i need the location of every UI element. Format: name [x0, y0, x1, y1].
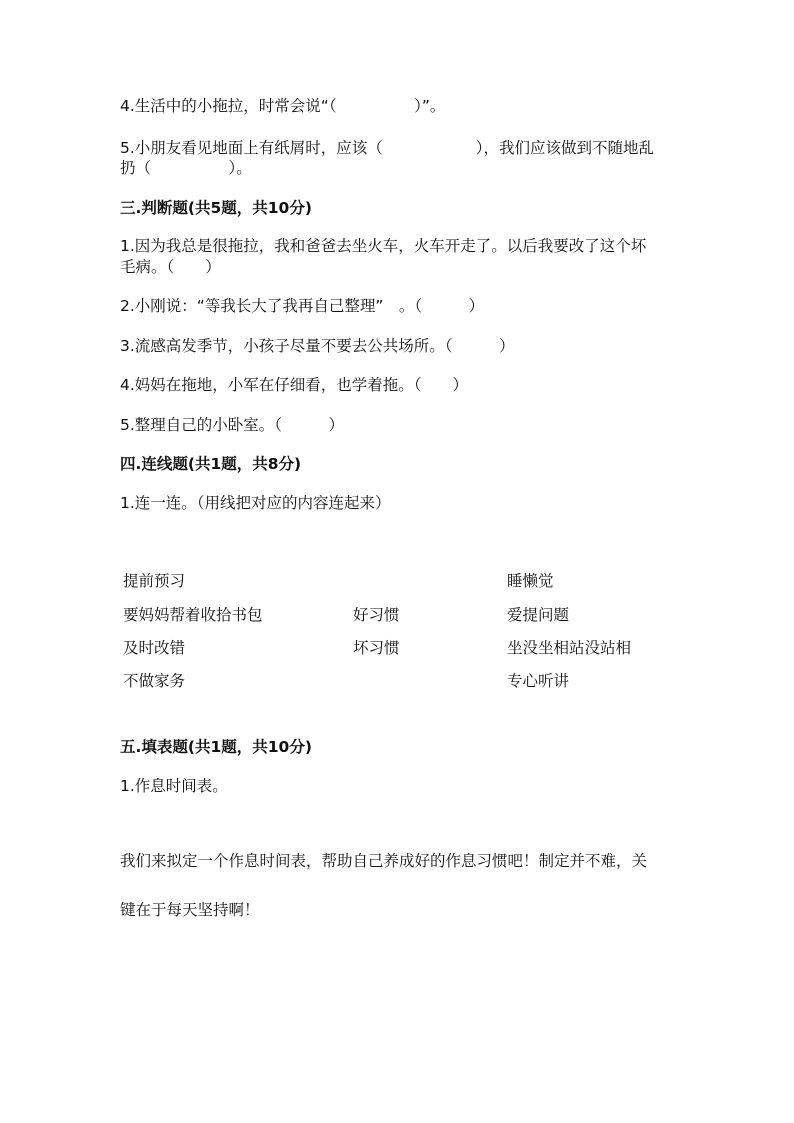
match-right-item: 爱提问题: [507, 606, 570, 624]
judge-question-3: 3.流感高发季节，小孩子尽量不要去公共场所。（ ）: [120, 337, 515, 355]
judge-question-5: 5.整理自己的小卧室。（ ）: [120, 416, 345, 434]
fill-question-4: 4.生活中的小拖拉，时常会说“（ ）”。: [120, 97, 446, 115]
match-right-item: 睡懒觉: [507, 572, 554, 590]
table-paragraph-line2: 键在于每天坚持啊！: [120, 901, 260, 919]
judge-question-1-line2: 毛病。（ ）: [120, 258, 221, 276]
judge-question-1-line1: 1.因为我总是很拖拉，我和爸爸去坐火车，火车开走了。以后我要改了这个坏: [120, 237, 647, 255]
match-section-heading: 四.连线题(共1题，共8分): [120, 455, 302, 473]
match-left-item: 及时改错: [123, 639, 186, 657]
match-question-1: 1.连一连。（用线把对应的内容连起来）: [120, 494, 391, 512]
match-right-item: 专心听讲: [507, 672, 570, 690]
match-left-item: 要妈妈帮着收拾书包: [123, 606, 263, 624]
match-middle-item: 好习惯: [353, 606, 400, 624]
match-left-item: 不做家务: [123, 672, 186, 690]
table-section-heading: 五.填表题(共1题，共10分): [120, 738, 312, 756]
judge-question-2: 2.小刚说：“等我长大了我再自己整理” 。（ ）: [120, 297, 485, 315]
judge-section-heading: 三.判断题(共5题，共10分): [120, 199, 312, 217]
match-middle-item: 坏习惯: [353, 639, 400, 657]
fill-question-5-line2: 扔（ ）。: [120, 159, 252, 177]
table-paragraph-line1: 我们来拟定一个作息时间表，帮助自己养成好的作息习惯吧！制定并不难，关: [120, 852, 648, 870]
match-left-item: 提前预习: [123, 572, 186, 590]
fill-question-5-line1: 5.小朋友看见地面上有纸屑时，应该（ ），我们应该做到不随地乱: [120, 139, 655, 157]
judge-question-4: 4.妈妈在拖地，小军在仔细看，也学着拖。（ ）: [120, 376, 469, 394]
table-question-1: 1.作息时间表。: [120, 777, 228, 795]
match-right-item: 坐没坐相站没站相: [507, 639, 632, 657]
